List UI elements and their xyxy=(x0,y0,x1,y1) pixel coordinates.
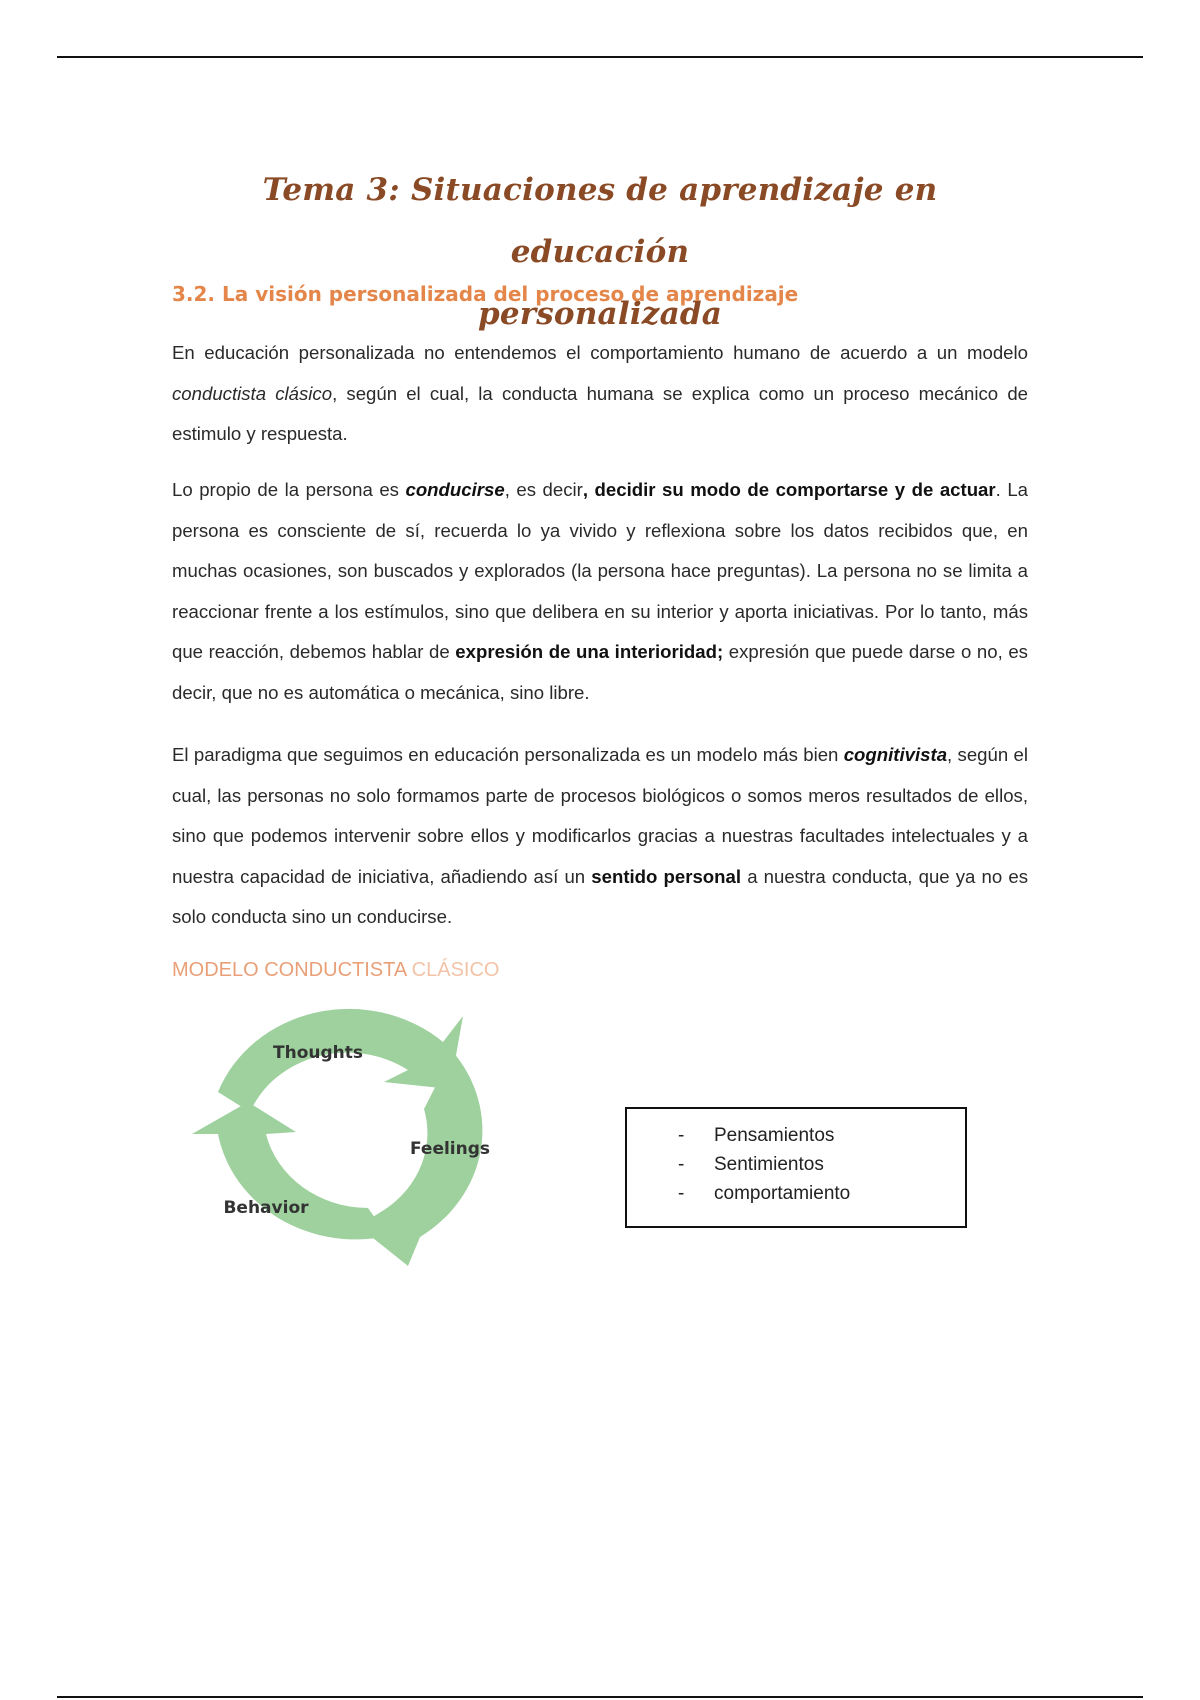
page-title xyxy=(170,159,1030,345)
list-dash: - xyxy=(678,1154,685,1175)
translation-box xyxy=(625,1107,967,1228)
list-item-text: Sentimientos xyxy=(714,1154,824,1175)
paragraph-1 xyxy=(172,333,1028,455)
list-item xyxy=(627,1150,965,1179)
p1-text-2: , según el cual, la conducta humana se explica como un proceso mecánico de estimulo y respuesta. xyxy=(172,382,1028,444)
p2-bold-phrase: , decidir su modo de comportarse y de actuar xyxy=(582,479,996,500)
p3-bold-italic-term: cognitivista xyxy=(843,744,948,765)
bottom-rule xyxy=(57,1696,1143,1698)
list-dash: - xyxy=(678,1125,685,1146)
p3-text-1: El paradigma que seguimos en educación personalizada es un modelo más bien xyxy=(172,744,844,765)
model-label-light: CLÁSICO xyxy=(411,959,500,981)
p2-bold-italic-term: conducirse xyxy=(405,479,505,500)
paragraph-3 xyxy=(172,735,1028,938)
p1-text-1: En educación personalizada no entendemos el comportamiento humano de acuerdo a un modelo xyxy=(172,342,1028,363)
label-behavior: Behavior xyxy=(223,1198,309,1218)
top-rule xyxy=(57,56,1143,58)
arrow-behavior-to-thoughts xyxy=(192,1102,388,1239)
page-title-line-1: Tema 3: Situaciones de aprendizaje en educación xyxy=(262,171,938,270)
list-item xyxy=(627,1121,965,1150)
model-section-label xyxy=(172,959,499,982)
section-subheading: 3.2. La visión personalizada del proceso de aprendizaje xyxy=(172,282,799,306)
list-item-text: comportamiento xyxy=(714,1183,851,1204)
p3-bold-phrase: sentido personal xyxy=(591,865,742,887)
p2-text-2: , es decir xyxy=(504,479,583,500)
p1-italic-term: conductista clásico xyxy=(172,382,333,404)
label-thoughts: Thoughts xyxy=(273,1043,363,1063)
page-title-line-2: personalizada xyxy=(477,295,723,332)
p3-text-3: a nuestra conducta, que ya no es solo conducta sino un conducirse. xyxy=(172,865,1029,927)
list-item-text: Pensamientos xyxy=(714,1125,835,1146)
model-label-strong: MODELO CONDUCTISTA xyxy=(172,959,407,981)
p2-text-4: expresión que puede darse o no, es decir, que no es automática o mecánica, sino libre. xyxy=(172,641,1028,703)
p3-text-2: , según el cual, las personas no solo formamos parte de procesos biológicos o somos meros resultados de ellos, sino que podemos intervenir sobre ellos y modificarlos gracias a nuestras facultades intelectuales y a nuestra capacidad de iniciativa, añadiendo así un xyxy=(172,744,1028,887)
label-feelings: Feelings xyxy=(409,1139,491,1159)
cycle-diagram xyxy=(188,1004,508,1274)
list-dash: - xyxy=(678,1183,685,1204)
p2-text-3: . La persona es consciente de sí, recuerda lo ya vivido y reflexiona sobre los datos recibidos que, en muchas ocasiones, son buscados y explorados (la persona hace preguntas). La persona no se limita a reaccionar frente a los estímulos, sino que delibera en su interior y aporta iniciativas. Por lo tanto, más que reacción, debemos hablar de xyxy=(172,479,1029,662)
translation-list xyxy=(627,1109,965,1208)
p2-bold-phrase-2: expresión de una interioridad; xyxy=(455,641,724,662)
p2-text-1: Lo propio de la persona es xyxy=(172,479,406,500)
paragraph-2 xyxy=(172,470,1028,713)
list-item xyxy=(627,1179,965,1208)
